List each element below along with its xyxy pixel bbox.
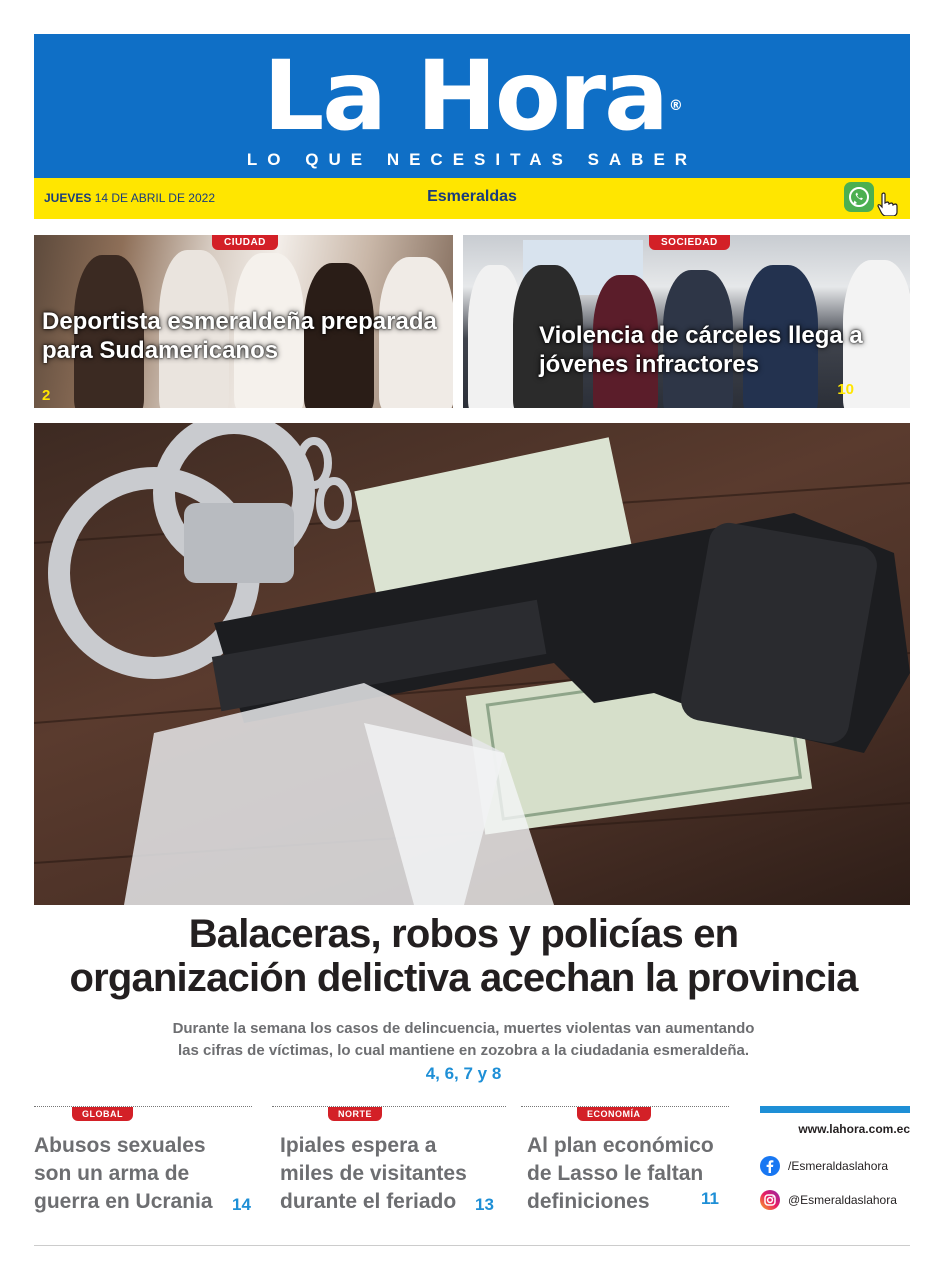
- brief-headline-line: durante el feriado: [280, 1190, 457, 1213]
- brief-headline: [34, 1132, 213, 1216]
- brief-headline-line: miles de visitantes: [280, 1162, 467, 1185]
- bottom-divider: [34, 1245, 910, 1246]
- lead-photo: [34, 423, 910, 905]
- pointer-hand-icon: [876, 190, 904, 216]
- whatsapp-icon[interactable]: [844, 182, 874, 212]
- lead-summary: [100, 1018, 827, 1062]
- tagline: LO QUE NECESITAS SABER: [246, 150, 698, 169]
- page-number: 14: [232, 1195, 251, 1214]
- date-text: 14 DE ABRIL DE 2022: [94, 191, 215, 205]
- facebook-icon: [760, 1156, 780, 1176]
- date-bar: [34, 178, 910, 219]
- lead-summary-line: las cifras de víctimas, lo cual mantiene en zozobra a la ciudadania esmeraldeña.: [177, 1042, 750, 1059]
- website-link[interactable]: www.lahora.com.ec: [798, 1122, 910, 1136]
- masthead: [34, 34, 910, 178]
- brief-headline-line: definiciones: [527, 1190, 650, 1213]
- section-tag: ECONOMÍA: [577, 1107, 651, 1121]
- page-number: 2: [42, 387, 51, 404]
- page-number: 10: [837, 381, 854, 398]
- edition-name: Esmeraldas: [427, 188, 517, 205]
- registered-mark: ®: [668, 98, 681, 114]
- brief-headline-line: guerra en Ucrania: [34, 1190, 213, 1213]
- weekday: JUEVES: [44, 191, 92, 205]
- brief-headline-line: de Lasso le faltan: [527, 1162, 704, 1185]
- page-number: 13: [475, 1195, 494, 1214]
- top-story-sports[interactable]: [34, 235, 453, 408]
- brief-headline-line: Al plan económico: [527, 1134, 714, 1157]
- logo: [34, 40, 910, 152]
- brief-headline: [527, 1132, 714, 1216]
- lead-page-numbers: 4, 6, 7 y 8: [425, 1064, 502, 1083]
- brief-headline-line: son un arma de: [34, 1162, 190, 1185]
- instagram-handle: @Esmeraldaslahora: [788, 1193, 897, 1207]
- lead-headline-line: Balaceras, robos y policías en: [188, 912, 739, 956]
- lead-summary-line: Durante la semana los casos de delincuencia, muertes violentas van aumentando: [172, 1020, 755, 1037]
- social-accent-bar: [760, 1106, 910, 1113]
- section-tag: CIUDAD: [212, 235, 278, 250]
- brief-headline-line: Abusos sexuales: [34, 1134, 206, 1157]
- instagram-icon: [760, 1190, 780, 1210]
- section-tag: NORTE: [328, 1107, 382, 1121]
- top-story-prisons[interactable]: [463, 235, 910, 408]
- dotted-divider: [272, 1106, 506, 1107]
- logo-text: La Hora: [263, 40, 667, 152]
- story-headline: Deportista esmeraldeña preparada para Sudamericanos: [42, 308, 437, 364]
- brief-headline: [280, 1132, 467, 1216]
- lead-photo-illustration: [34, 423, 910, 905]
- lead-headline[interactable]: [0, 912, 927, 1000]
- dotted-divider: [34, 1106, 252, 1107]
- facebook-handle: /Esmeraldaslahora: [788, 1159, 889, 1173]
- section-tag: GLOBAL: [72, 1107, 133, 1121]
- lead-headline-line: organización delictiva acechan la provincia: [69, 956, 858, 1000]
- story-headline: Violencia de cárceles llega a jóvenes infractores: [539, 322, 863, 378]
- section-tag: SOCIEDAD: [649, 235, 730, 250]
- brief-headline-line: Ipiales espera a: [280, 1134, 437, 1157]
- page-number: 11: [701, 1189, 719, 1208]
